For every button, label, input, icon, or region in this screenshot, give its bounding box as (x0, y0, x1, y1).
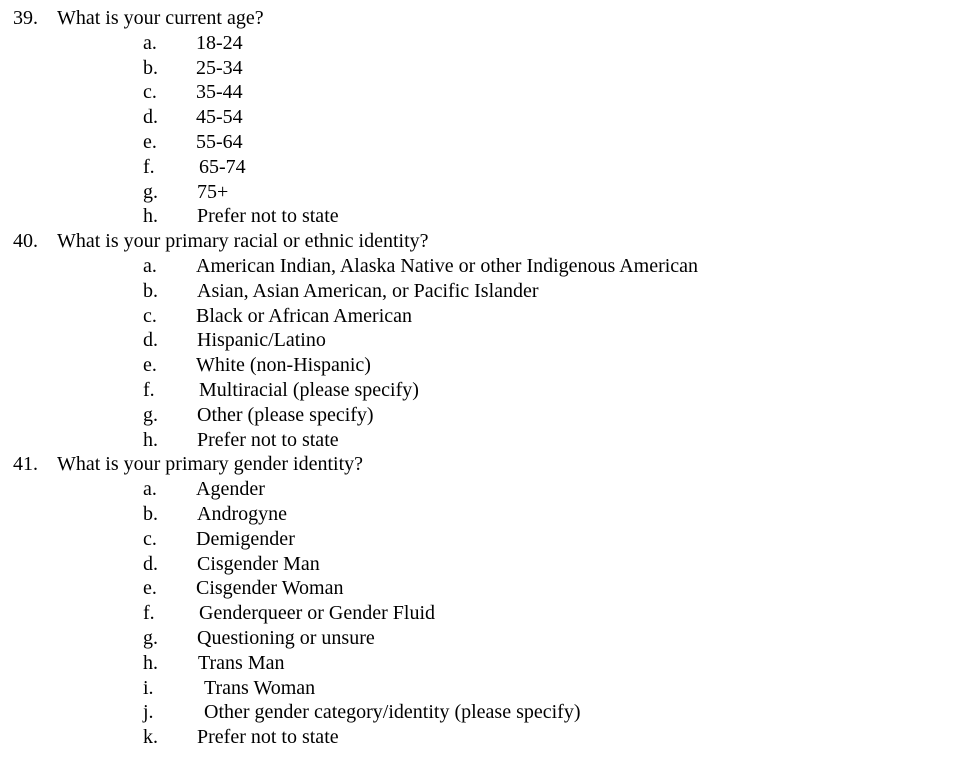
option-letter: d. (143, 329, 158, 352)
question-39 (0, 6, 974, 229)
option-text: Asian, Asian American, or Pacific Islander (197, 279, 539, 302)
option-item (0, 626, 974, 651)
option-letter: g. (143, 626, 158, 649)
option-text: 65-74 (199, 155, 246, 178)
option-letter: d. (143, 552, 158, 575)
option-item (0, 676, 974, 701)
option-text: Trans Woman (204, 676, 316, 699)
option-item (0, 353, 974, 378)
question-number: 41. (13, 453, 38, 476)
option-item (0, 204, 974, 229)
question-text: What is your primary gender identity? (57, 453, 364, 476)
question-text: What is your current age? (57, 7, 264, 29)
option-item (0, 477, 974, 502)
option-text: White (non-Hispanic) (196, 354, 371, 377)
option-item (0, 428, 974, 453)
option-text: Prefer not to state (197, 205, 339, 228)
question-header (0, 452, 974, 477)
option-text: Androgyne (197, 502, 287, 525)
option-letter: h. (143, 651, 158, 674)
option-item (0, 403, 974, 428)
question-text: What is your primary racial or ethnic identity? (57, 230, 429, 253)
option-item (0, 601, 974, 626)
option-text: Cisgender Man (197, 552, 320, 575)
option-letter: c. (143, 527, 157, 550)
option-text: Genderqueer or Gender Fluid (199, 602, 436, 625)
option-item (0, 576, 974, 601)
option-item (0, 527, 974, 552)
option-text: Hispanic/Latino (197, 329, 326, 352)
option-text: Other (please specify) (197, 403, 374, 426)
option-item (0, 56, 974, 81)
option-item (0, 328, 974, 353)
option-letter: h. (143, 205, 158, 228)
option-letter: c. (143, 81, 157, 104)
option-text: 75+ (197, 180, 229, 203)
option-text: Other gender category/identity (please specify) (204, 701, 581, 724)
option-text: Multiracial (please specify) (199, 378, 419, 401)
option-item (0, 155, 974, 180)
option-item (0, 31, 974, 56)
option-text: American Indian, Alaska Native or other Indigenous American (196, 254, 699, 277)
option-letter: b. (143, 502, 158, 525)
option-item (0, 279, 974, 304)
option-letter: i. (143, 676, 154, 699)
option-item (0, 80, 974, 105)
survey-document (0, 6, 974, 750)
option-letter: e. (143, 130, 157, 153)
option-text: Prefer not to state (197, 428, 339, 451)
option-item (0, 254, 974, 279)
option-text: Questioning or unsure (197, 626, 375, 649)
option-item (0, 105, 974, 130)
question-header (0, 6, 974, 31)
option-text: 55-64 (196, 130, 243, 153)
option-text: 25-34 (196, 56, 243, 79)
question-number: 40. (13, 230, 38, 253)
option-letter: f. (143, 378, 155, 401)
option-letter: b. (143, 56, 158, 79)
option-text: Agender (196, 478, 265, 501)
option-item (0, 725, 974, 750)
option-letter: k. (143, 726, 158, 749)
option-letter: b. (143, 279, 158, 302)
option-text: 35-44 (196, 81, 243, 104)
option-letter: e. (143, 354, 157, 377)
option-letter: f. (143, 155, 155, 178)
option-text: Cisgender Woman (196, 577, 344, 600)
option-letter: a. (143, 478, 157, 501)
option-letter: g. (143, 180, 158, 203)
option-text: Black or African American (196, 304, 413, 327)
option-item (0, 304, 974, 329)
option-item (0, 552, 974, 577)
option-text: Prefer not to state (197, 726, 339, 749)
option-letter: a. (143, 254, 157, 277)
option-letter: c. (143, 304, 157, 327)
option-text: Trans Man (198, 651, 285, 674)
option-item (0, 378, 974, 403)
option-item (0, 180, 974, 205)
option-item (0, 651, 974, 676)
option-text: Demigender (196, 527, 295, 550)
option-letter: g. (143, 403, 158, 426)
question-41 (0, 452, 974, 750)
option-text: 45-54 (196, 106, 243, 129)
option-letter: h. (143, 428, 158, 451)
option-letter: j. (143, 701, 154, 724)
option-letter: a. (143, 31, 157, 54)
option-item (0, 700, 974, 725)
option-letter: e. (143, 577, 157, 600)
question-number: 39. (13, 7, 38, 29)
option-list (0, 477, 974, 750)
option-letter: d. (143, 106, 158, 129)
option-item (0, 502, 974, 527)
option-text: 18-24 (196, 31, 243, 54)
question-header (0, 229, 974, 254)
option-letter: f. (143, 602, 155, 625)
question-40 (0, 229, 974, 452)
option-list (0, 31, 974, 229)
option-item (0, 130, 974, 155)
option-list (0, 254, 974, 452)
